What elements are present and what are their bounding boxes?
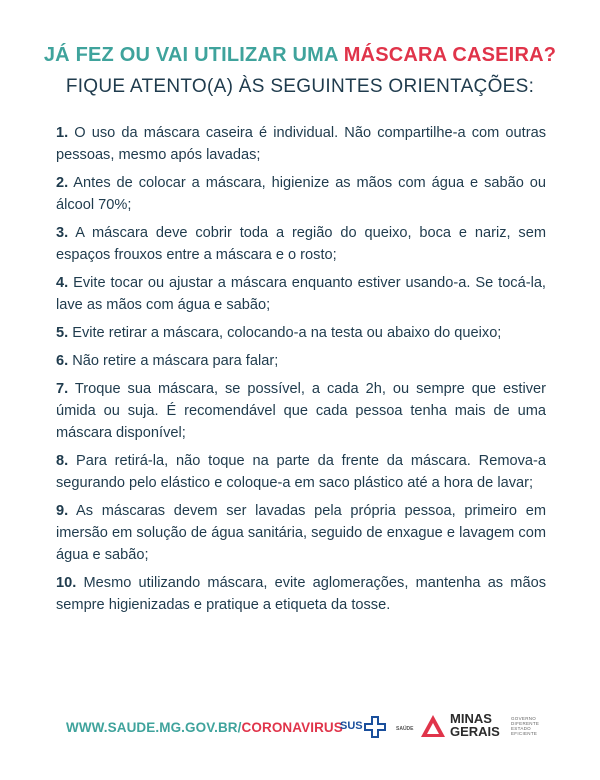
item-number: 1. (56, 125, 69, 141)
list-item (56, 450, 546, 494)
list-item (56, 322, 546, 344)
mg-sub1: GOVERNO (511, 716, 537, 721)
item-text: Não retire a máscara para falar; (68, 353, 279, 369)
item-text: Para retirá-la, não toque na parte da frente da máscara. Remova-a segurando pelo elástico e coloque-a em saco plástico até a hora de lavar; (56, 453, 546, 491)
item-text: As máscaras devem ser lavadas pela própria pessoa, primeiro em imersão em solução de água sanitária, seguido de enxague e lavagem com água e sabão; (56, 503, 546, 563)
mg-line1: MINAS (450, 711, 492, 726)
item-number: 7. (56, 381, 69, 397)
mg-sub4: EFICIENTE (511, 731, 538, 736)
page-title (0, 44, 600, 67)
item-text: O uso da máscara caseira é individual. Não compartilhe-a com outras pessoas, mesmo após lavadas; (56, 125, 546, 163)
item-number: 4. (56, 275, 69, 291)
minas-gerais-logo (450, 712, 500, 738)
mg-sub2: DIFERENTE (511, 721, 540, 726)
list-item (56, 350, 546, 372)
sus-label: SUS (340, 720, 363, 732)
footer (0, 708, 600, 748)
list-item (56, 272, 546, 316)
item-number: 5. (56, 325, 69, 341)
item-text: Troque sua máscara, se possível, a cada 2h, ou sempre que estiver úmida ou suja. É recomendável que cada pessoa tenha mais de uma máscara disponível; (56, 381, 546, 441)
url-part2: CORONAVIRUS (241, 720, 343, 735)
title-highlight: MÁSCARA CASEIRA? (343, 44, 557, 66)
list-item (56, 378, 546, 444)
page-subtitle: FIQUE ATENTO(A) ÀS SEGUINTES ORIENTAÇÕES: (65, 76, 535, 97)
item-text: Evite retirar a máscara, colocando-a na testa ou abaixo do queixo; (68, 325, 502, 341)
item-text: A máscara deve cobrir toda a região do queixo, boca e nariz, sem espaços frouxos entre a máscara e o rosto; (56, 225, 546, 263)
list-item (56, 122, 546, 166)
list-item (56, 222, 546, 266)
item-number: 8. (56, 453, 69, 469)
item-text: Evite tocar ou ajustar a máscara enquanto estiver usando-a. Se tocá-la, lave as mãos com água e sabão; (56, 275, 546, 313)
item-number: 9. (56, 503, 69, 519)
item-number: 10. (56, 575, 77, 591)
sus-cross-icon (364, 716, 386, 738)
item-text: Antes de colocar a máscara, higienize as mãos com água e sabão ou álcool 70%; (56, 175, 546, 213)
sus-logo (340, 714, 386, 740)
item-number: 6. (56, 353, 69, 369)
saude-label: SAÚDE (396, 726, 414, 732)
title-part1: JÁ FEZ OU VAI UTILIZAR UMA (43, 44, 344, 66)
item-text: Mesmo utilizando máscara, evite aglomerações, mantenha as mãos sempre higienizadas e pratique a etiqueta da tosse. (56, 575, 546, 613)
mg-line2: GERAIS (450, 724, 500, 739)
item-number: 2. (56, 175, 69, 191)
list-item (56, 172, 546, 216)
mg-sub3: ESTADO (511, 726, 531, 731)
website-link[interactable] (66, 720, 343, 735)
minas-gerais-triangle-icon (420, 714, 446, 738)
item-number: 3. (56, 225, 69, 241)
mg-tagline (511, 716, 539, 736)
list-item (56, 572, 546, 616)
guidelines-list (56, 122, 546, 622)
list-item (56, 500, 546, 566)
url-part1: WWW.SAUDE.MG.GOV.BR/ (66, 720, 242, 735)
